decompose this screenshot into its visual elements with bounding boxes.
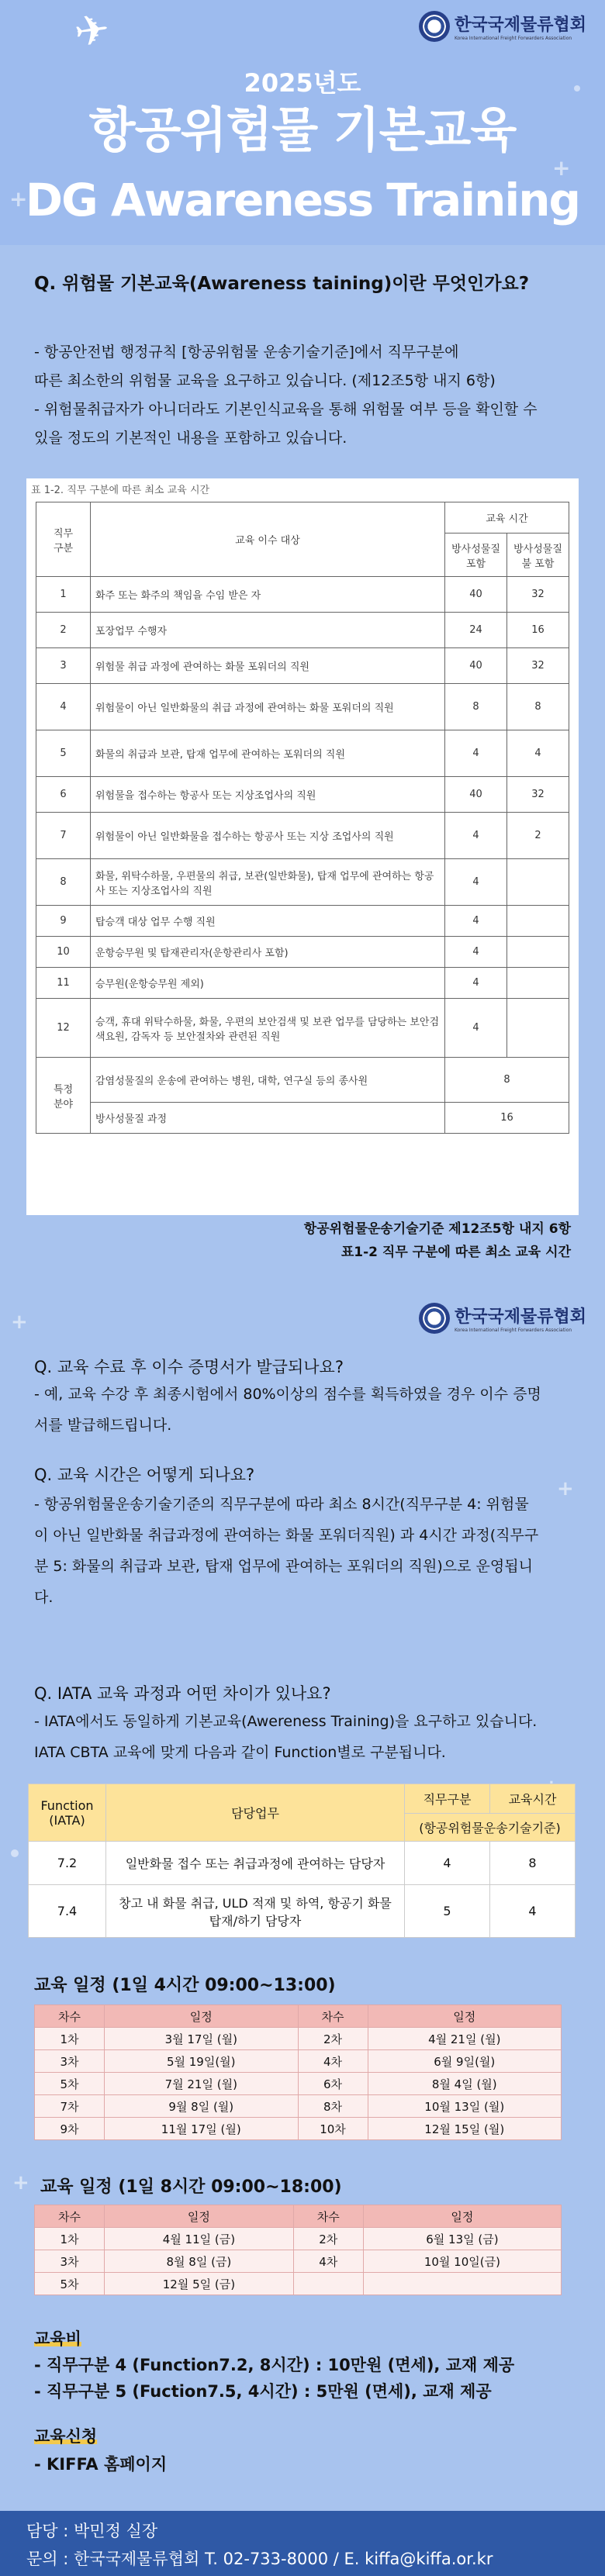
footer <box>0 2511 605 2576</box>
answer-iata <box>34 1706 577 1768</box>
sch-cell: 3월 17일 (월) <box>105 2028 299 2050</box>
sch-cell: 2차 <box>293 2228 363 2250</box>
row-a: 4 <box>445 859 507 906</box>
intro-line: - 항공안전법 행정규칙 [항공위험물 운송기술기준]에서 직무구분에 <box>34 344 459 361</box>
answer-line: IATA CBTA 교육에 맞게 다음과 같이 Function별로 구분됩니다. <box>34 1744 446 1761</box>
row-b: 8 <box>507 684 569 730</box>
row-no: 2 <box>36 613 91 648</box>
airplane-icon: ✈ <box>71 4 113 57</box>
plus-decoration: + <box>552 155 571 181</box>
row-no: 7 <box>36 813 91 859</box>
row-desc: 위험물 취급 과정에 관여하는 화물 포워더의 직원 <box>91 648 445 684</box>
sch-cell: 6차 <box>298 2073 368 2095</box>
plus-decoration: + <box>9 186 28 212</box>
intro-line: 있을 정도의 기본적인 내용을 포함하고 있습니다. <box>34 430 347 447</box>
table-row <box>36 777 569 813</box>
duty-hours-table <box>36 502 569 1134</box>
row-desc: 승객, 휴대 위탁수하물, 화물, 우편의 보안검색 및 보관 업무를 담당하는 보안검색요원, 감독자 등 보안절차와 관련된 직원 <box>91 999 445 1058</box>
sch-cell: 4월 21일 (월) <box>368 2028 562 2050</box>
sch-cell: 1차 <box>35 2228 105 2250</box>
page-title-en: DG Awareness Training <box>25 174 580 226</box>
sch-header: 차수 <box>35 2205 105 2228</box>
apply-link[interactable]: - KIFFA 홈페이지 <box>34 2455 168 2474</box>
sch-cell: 12월 15일 (월) <box>368 2118 562 2140</box>
row-a: 40 <box>445 648 507 684</box>
table-row <box>35 2028 562 2050</box>
row-a: 4 <box>445 937 507 968</box>
row-b: 16 <box>507 613 569 648</box>
row-desc: 위험물이 아닌 일반화물의 취급 과정에 관여하는 화물 포워더의 직원 <box>91 684 445 730</box>
row-no: 3 <box>36 648 91 684</box>
sch-cell: 8월 4일 (월) <box>368 2073 562 2095</box>
row-desc: 탑승객 대상 업무 수행 직원 <box>91 906 445 937</box>
table-row <box>35 2118 562 2140</box>
table-row <box>36 1103 569 1134</box>
special-value: 8 <box>445 1058 569 1103</box>
answer-certificate <box>34 1379 577 1441</box>
intro-line: - 위험물취급자가 아니더라도 기본인식교육을 통해 위험물 여부 등을 확인할 수 <box>34 401 538 418</box>
logo-name-en: Korea International Freight Forwarders Association <box>455 36 572 41</box>
plus-decoration: + <box>11 1310 28 1334</box>
sch-header: 차수 <box>35 2005 105 2028</box>
sch-cell: 4차 <box>298 2050 368 2073</box>
sch-cell: 11월 17일 (월) <box>105 2118 299 2140</box>
table-row <box>35 2073 562 2095</box>
schedule-8h-table <box>34 2205 562 2295</box>
special-value: 16 <box>445 1103 569 1134</box>
intro-line: 따른 최소한의 위험물 교육을 요구하고 있습니다. (제12조5항 내지 6항) <box>34 372 496 389</box>
iata-function-table <box>28 1784 576 1938</box>
table-row <box>36 577 569 613</box>
row-a: 4 <box>445 730 507 777</box>
plus-decoration: + <box>12 2171 29 2194</box>
kiffa-emblem-icon <box>419 1303 450 1334</box>
table-row <box>36 859 569 906</box>
year-label: 2025년도 <box>244 68 361 98</box>
table-row <box>35 2050 562 2073</box>
row-a: 4 <box>445 906 507 937</box>
row-desc: 승무원(운항승무원 제외) <box>91 968 445 999</box>
answer-line: 분 5: 화물의 취급과 보관, 탑재 업무에 관여하는 포워더의 직원)으로 운영됩니 <box>34 1558 533 1575</box>
row-b: 4 <box>507 730 569 777</box>
fee-label: 교육비 <box>34 2329 81 2348</box>
sch-cell: 2차 <box>298 2028 368 2050</box>
sch-cell: 8월 8일 (금) <box>105 2250 294 2273</box>
row-b: 32 <box>507 648 569 684</box>
kiffa-logo <box>419 11 586 42</box>
row-no: 9 <box>36 906 91 937</box>
sch-cell: 1차 <box>35 2028 105 2050</box>
source-line: 표1-2 직무 구분에 따른 최소 교육 시간 <box>341 1245 571 1260</box>
iata-header-duty: 담당업무 <box>106 1784 405 1842</box>
fee-line: - 직무구분 4 (Function7.2, 8시간) : 10만원 (면세), 교재 제공 <box>34 2356 515 2374</box>
table-row <box>35 2095 562 2118</box>
dot-decoration <box>11 1849 19 1857</box>
sch-header: 일정 <box>105 2205 294 2228</box>
plus-decoration: + <box>557 1477 574 1500</box>
row-no: 8 <box>36 859 91 906</box>
row-b <box>507 937 569 968</box>
sch-header: 일정 <box>105 2005 299 2028</box>
table-row <box>36 937 569 968</box>
sch-cell: 8차 <box>298 2095 368 2118</box>
sch-cell: 6월 9일(월) <box>368 2050 562 2073</box>
iata-duty: 일반화물 접수 또는 취급과정에 관여하는 담당자 <box>106 1842 405 1885</box>
contact-info: 문의 : 한국국제물류협회 T. 02-733-8000 / E. kiffa@kiffa.or.kr <box>26 2550 493 2568</box>
sch-cell: 7차 <box>35 2095 105 2118</box>
answer-line: - 예, 교육 수강 후 최종시험에서 80%이상의 점수를 획득하였을 경우 이수 증명 <box>34 1386 541 1403</box>
answer-line: 이 아닌 일반화물 취급과정에 관여하는 화물 포워더직원) 과 4시간 과정(직무구 <box>34 1527 539 1544</box>
row-no: 5 <box>36 730 91 777</box>
row-b <box>507 968 569 999</box>
sch-cell: 10월 10일(금) <box>363 2250 561 2273</box>
sch-cell <box>363 2273 561 2295</box>
table-row <box>35 2273 562 2295</box>
iata-duty: 창고 내 화물 취급, ULD 적재 및 하역, 항공기 화물 탑재/하기 담당자 <box>106 1885 405 1938</box>
row-desc: 화물, 위탁수하물, 우편물의 취급, 보관(일반화물), 탑재 업무에 관여하는 항공사 또는 지상조업사의 직원 <box>91 859 445 906</box>
iata-fn: 7.4 <box>29 1885 106 1938</box>
table-row <box>36 648 569 684</box>
answer-hours <box>34 1489 577 1613</box>
row-b: 32 <box>507 777 569 813</box>
row-desc: 위험물이 아닌 일반화물을 접수하는 항공사 또는 지상 조업사의 직원 <box>91 813 445 859</box>
row-no: 10 <box>36 937 91 968</box>
iata-hours: 8 <box>490 1842 576 1885</box>
table-row <box>35 2250 562 2273</box>
table-row <box>35 2228 562 2250</box>
iata-class: 4 <box>405 1842 490 1885</box>
row-desc: 포장업무 수행자 <box>91 613 445 648</box>
row-no: 11 <box>36 968 91 999</box>
row-desc: 화주 또는 화주의 책임을 수임 받은 자 <box>91 577 445 613</box>
sch-header: 일정 <box>368 2005 562 2028</box>
iata-header-hours: 교육시간 <box>490 1784 576 1814</box>
answer-line: 다. <box>34 1589 54 1606</box>
row-a: 24 <box>445 613 507 648</box>
contact-person: 담당 : 박민정 실장 <box>26 2522 158 2540</box>
question-hours: Q. 교육 시간은 어떻게 되나요? <box>34 1466 255 1484</box>
sch-cell: 12월 5일 (금) <box>105 2273 294 2295</box>
iata-header-class: 직무구분 <box>405 1784 490 1814</box>
table-row <box>36 999 569 1058</box>
table-row <box>36 684 569 730</box>
intro-text <box>34 338 577 453</box>
row-no: 6 <box>36 777 91 813</box>
fee-line: - 직무구분 5 (Fuction7.5, 4시간) : 5만원 (면세), 교재 제공 <box>34 2382 492 2401</box>
iata-header-function: Function (IATA) <box>29 1784 106 1842</box>
row-a: 8 <box>445 684 507 730</box>
table-row <box>36 730 569 777</box>
sch-header: 차수 <box>293 2205 363 2228</box>
table-row <box>36 906 569 937</box>
question-iata: Q. IATA 교육 과정과 어떤 차이가 있나요? <box>34 1684 331 1703</box>
special-label: 특정 분야 <box>36 1058 91 1134</box>
sch-cell: 10차 <box>298 2118 368 2140</box>
source-line: 항공위험물운송기술기준 제12조5항 내지 6항 <box>303 1221 571 1237</box>
header-time: 교육 시간 <box>445 502 569 534</box>
table-row <box>29 1842 576 1885</box>
header-without-rad: 방사성물질 불 포함 <box>507 534 569 577</box>
sch-cell: 3차 <box>35 2250 105 2273</box>
schedule-4h-table <box>34 2005 562 2140</box>
page-title-ko: 항공위험물 기본교육 <box>88 102 517 158</box>
hero-banner <box>0 0 605 245</box>
table-row <box>36 1058 569 1103</box>
header-target: 교육 이수 대상 <box>91 502 445 577</box>
schedule-4h-title: 교육 일정 (1일 4시간 09:00~13:00) <box>34 1976 336 1995</box>
row-a: 4 <box>445 999 507 1058</box>
row-desc: 위험물을 접수하는 항공사 또는 지상조업사의 직원 <box>91 777 445 813</box>
iata-hours: 4 <box>490 1885 576 1938</box>
row-b <box>507 906 569 937</box>
sch-header: 차수 <box>298 2005 368 2028</box>
iata-header-sub: (항공위험물운송기술기준) <box>405 1814 576 1842</box>
sch-cell: 4월 11일 (금) <box>105 2228 294 2250</box>
sch-cell: 7월 21일 (월) <box>105 2073 299 2095</box>
dot-decoration <box>574 85 580 92</box>
row-b <box>507 859 569 906</box>
table-source <box>304 1217 571 1264</box>
sch-cell: 5월 19일(월) <box>105 2050 299 2073</box>
row-no: 1 <box>36 577 91 613</box>
iata-class: 5 <box>405 1885 490 1938</box>
sch-header: 일정 <box>363 2205 561 2228</box>
sch-cell: 4차 <box>293 2250 363 2273</box>
sch-cell: 6월 13일 (금) <box>363 2228 561 2250</box>
row-a: 4 <box>445 968 507 999</box>
logo-name-en: Korea International Freight Forwarders Association <box>455 1328 572 1333</box>
special-desc: 감염성물질의 운송에 관여하는 병원, 대학, 연구실 등의 종사원 <box>91 1058 445 1103</box>
row-a: 40 <box>445 577 507 613</box>
logo-name-ko: 한국국제물류협회 <box>455 16 587 35</box>
sch-cell <box>293 2273 363 2295</box>
sch-cell: 10월 13일 (월) <box>368 2095 562 2118</box>
table-row <box>36 968 569 999</box>
sch-cell: 3차 <box>35 2050 105 2073</box>
special-desc: 방사성물질 과정 <box>91 1103 445 1134</box>
question-awareness: Q. 위험물 기본교육(Awareness taining)이란 무엇인가요? <box>34 274 530 294</box>
row-desc: 화물의 취급과 보관, 탑재 업무에 관여하는 포워더의 직원 <box>91 730 445 777</box>
table-row <box>29 1885 576 1938</box>
sch-cell: 9차 <box>35 2118 105 2140</box>
sch-cell: 5차 <box>35 2273 105 2295</box>
kiffa-logo <box>419 1303 586 1334</box>
row-a: 4 <box>445 813 507 859</box>
logo-name-ko: 한국국제물류협회 <box>455 1307 587 1327</box>
row-a: 40 <box>445 777 507 813</box>
row-desc: 운항승무원 및 탑재관리자(운항관리사 포함) <box>91 937 445 968</box>
answer-line: - 항공위험물운송기술기준의 직무구분에 따라 최소 8시간(직무구분 4: 위험물 <box>34 1496 529 1513</box>
answer-line: - IATA에서도 동일하게 기본교육(Awereness Training)을 요구하고 있습니다. <box>34 1713 538 1730</box>
schedule-8h-title: 교육 일정 (1일 8시간 09:00~18:00) <box>40 2177 342 2197</box>
duty-hours-table-panel <box>26 478 579 1215</box>
iata-fn: 7.2 <box>29 1842 106 1885</box>
row-no: 4 <box>36 684 91 730</box>
question-certificate: Q. 교육 수료 후 이수 증명서가 발급되나요? <box>34 1358 344 1376</box>
sch-cell: 9월 8일 (월) <box>105 2095 299 2118</box>
header-duty: 직무 구분 <box>36 502 91 577</box>
row-b <box>507 999 569 1058</box>
table-caption: 표 1-2. 직무 구분에 따른 최소 교육 시간 <box>31 485 210 496</box>
answer-line: 서를 발급해드립니다. <box>34 1417 172 1434</box>
apply-label: 교육신청 <box>34 2427 98 2446</box>
row-b: 2 <box>507 813 569 859</box>
row-b: 32 <box>507 577 569 613</box>
row-no: 12 <box>36 999 91 1058</box>
table-row <box>36 613 569 648</box>
sch-cell: 5차 <box>35 2073 105 2095</box>
table-row <box>36 813 569 859</box>
header-with-rad: 방사성물질 포함 <box>445 534 507 577</box>
kiffa-emblem-icon <box>419 11 450 42</box>
plus-decoration: + <box>543 1776 560 1799</box>
